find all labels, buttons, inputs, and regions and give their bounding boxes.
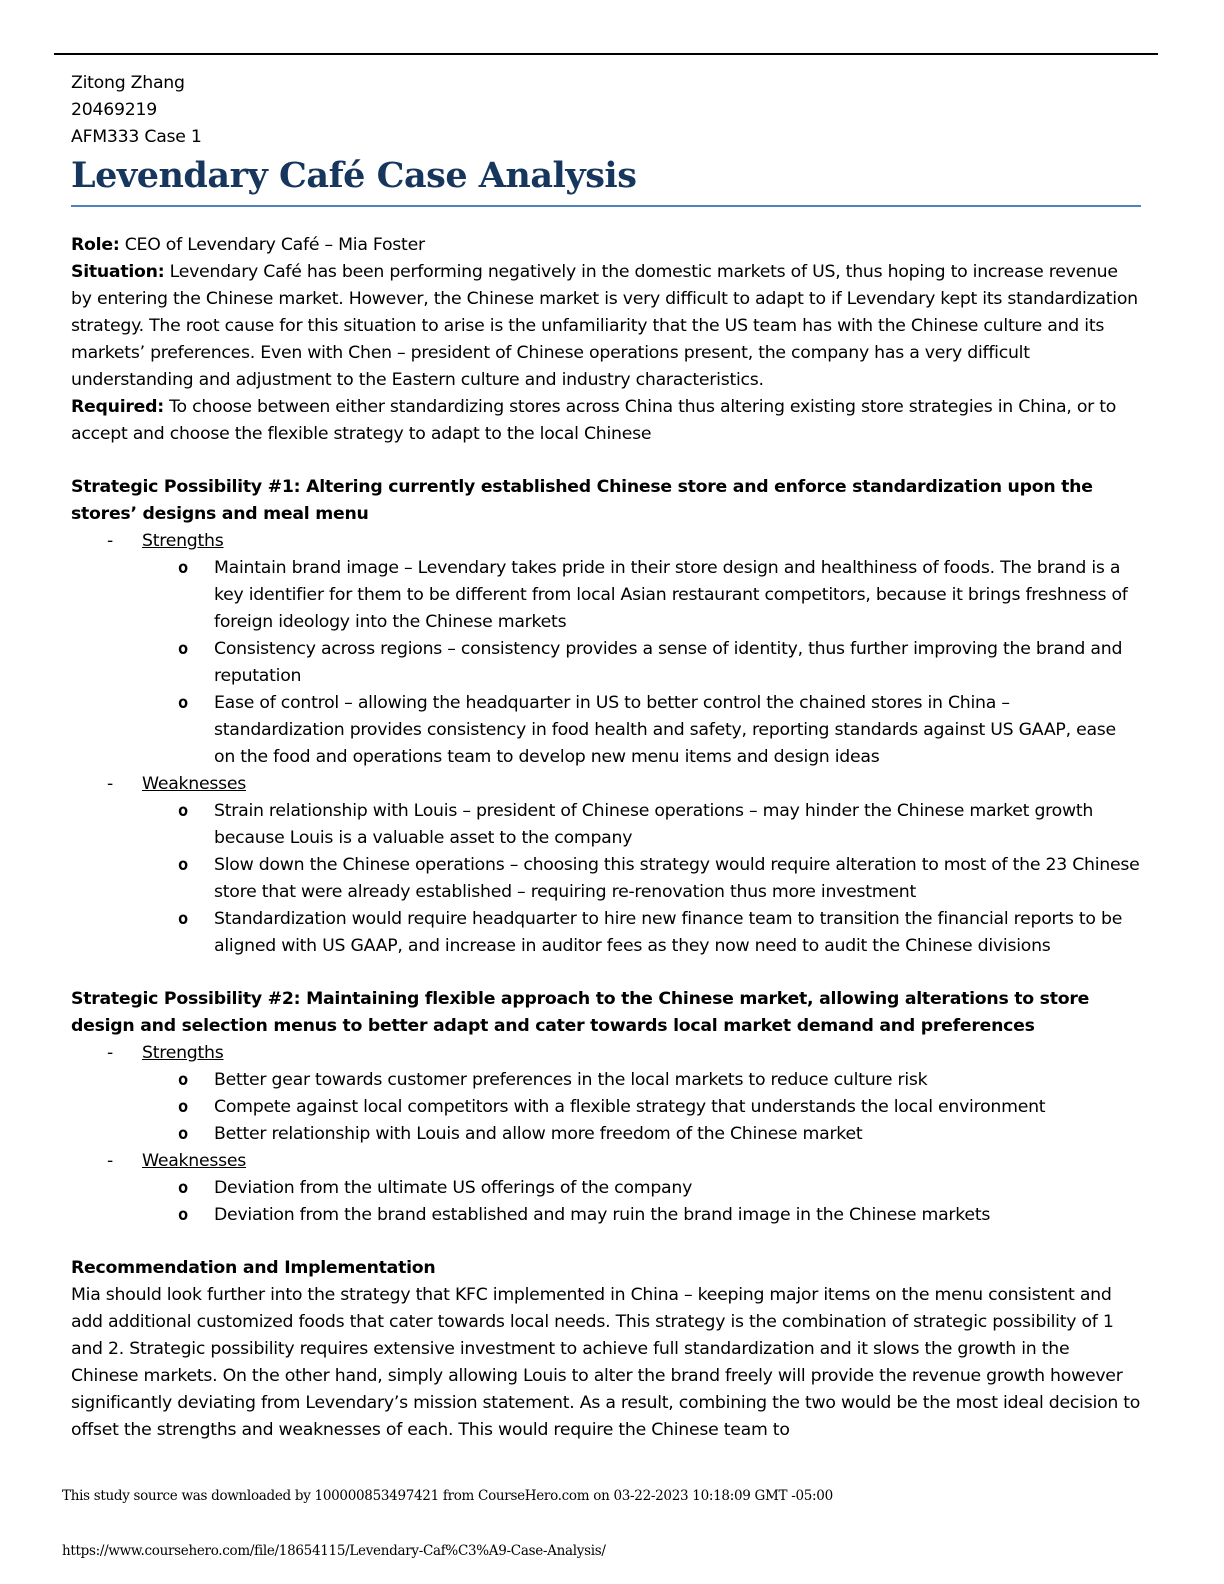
list-item-text: Compete against local competitors with a flexible strategy that understands the local environment — [214, 1097, 1046, 1117]
possibility-2-strengths — [71, 1040, 1141, 1148]
strengths-list — [178, 555, 1141, 771]
bullet-icon: o — [178, 1205, 188, 1225]
role-paragraph — [71, 232, 1141, 259]
bullet-icon: o — [178, 1178, 188, 1198]
source-url[interactable]: https://www.coursehero.com/file/18654115/Levendary-Caf%C3%A9-Case-Analysis/ — [62, 1543, 606, 1559]
bullet-icon: o — [178, 1097, 188, 1117]
possibility-1-strengths — [71, 528, 1141, 771]
student-id: 20469219 — [71, 100, 157, 120]
spacer — [71, 1229, 1141, 1255]
list-item-text: Slow down the Chinese operations – choosing this strategy would require alteration to most of the 23 Chinese store that were already established – requiring re-renovation thus more investment — [214, 855, 1140, 902]
dash-marker: - — [107, 774, 113, 794]
list-item — [178, 1067, 1141, 1094]
situation-paragraph — [71, 259, 1141, 394]
bullet-icon: o — [178, 909, 188, 929]
bullet-icon: o — [178, 558, 188, 578]
required-text: To choose between either standardizing stores across China thus altering existing store strategies in China, or to accept and choose the flexible strategy to adapt to the local Chinese — [71, 397, 1117, 444]
situation-text: Levendary Café has been performing negatively in the domestic markets of US, thus hoping to increase revenue by entering the Chinese market. However, the Chinese market is very difficult to adapt to if Levendary kept its standardization strategy. The root cause for this situation to arise is the unfamiliarity that the US team has with the Chinese culture and its markets’ preferences. Even with Chen – president of Chinese operations present, the company has a very difficult understanding and adjustment to the Eastern culture and industry characteristics. — [71, 262, 1138, 390]
list-item-text: Deviation from the ultimate US offerings of the company — [214, 1178, 693, 1198]
possibility-1-weaknesses — [71, 771, 1141, 960]
situation-label: Situation: — [71, 262, 165, 282]
possibility-1-list — [71, 528, 1141, 960]
list-item — [178, 636, 1141, 690]
list-item — [178, 1175, 1141, 1202]
list-item — [178, 852, 1141, 906]
list-item — [178, 1094, 1141, 1121]
possibility-2-heading: Strategic Possibility #2: Maintaining flexible approach to the Chinese market, allowing alterations to store design and selection menus to better adapt and cater towards local market demand and preferences — [71, 989, 1090, 1036]
spacer — [71, 960, 1141, 986]
title-rule — [71, 205, 1141, 207]
possibility-2-list — [71, 1040, 1141, 1229]
weaknesses-heading: Weaknesses — [142, 774, 247, 794]
list-item-text: Strain relationship with Louis – president of Chinese operations – may hinder the Chinese market growth because Louis is a valuable asset to the company — [214, 801, 1094, 848]
list-item — [178, 798, 1141, 852]
list-item — [178, 1202, 1141, 1229]
top-rule — [54, 53, 1158, 55]
dash-marker: - — [107, 1043, 113, 1063]
weaknesses-list — [178, 798, 1141, 960]
weaknesses-list — [178, 1175, 1141, 1229]
bullet-icon: o — [178, 1124, 188, 1144]
dash-marker: - — [107, 531, 113, 551]
required-label: Required: — [71, 397, 164, 417]
author-name: Zitong Zhang — [71, 73, 185, 93]
list-item — [178, 690, 1141, 771]
strengths-list — [178, 1067, 1141, 1148]
role-text: CEO of Levendary Café – Mia Foster — [119, 235, 425, 255]
required-paragraph — [71, 394, 1141, 448]
document-title: Levendary Café Case Analysis — [71, 155, 637, 196]
list-item-text: Standardization would require headquarter to hire new finance team to transition the financial reports to be aligned with US GAAP, and increase in auditor fees as they now need to audit the Chinese divisions — [214, 909, 1123, 956]
possibility-2-weaknesses — [71, 1148, 1141, 1229]
list-item-text: Consistency across regions – consistency provides a sense of identity, thus further improving the brand and reputation — [214, 639, 1123, 686]
spacer — [71, 448, 1141, 474]
strengths-heading: Strengths — [142, 1043, 224, 1063]
document-body — [71, 70, 1141, 1444]
list-item-text: Better gear towards customer preferences in the local markets to reduce culture risk — [214, 1070, 928, 1090]
bullet-icon: o — [178, 693, 188, 713]
recommendation-text: Mia should look further into the strategy that KFC implemented in China – keeping major items on the menu consistent and add additional customized foods that cater towards local needs. This strategy is the combination of strategic possibility of 1 and 2. Strategic possibility requires extensive investment to achieve full standardization and it slows the growth in the Chinese markets. On the other hand, simply allowing Louis to alter the brand freely will provide the revenue growth however significantly deviating from Levendary’s mission statement. As a result, combining the two would be the most ideal decision to offset the strengths and weaknesses of each. This would require the Chinese team to — [71, 1285, 1141, 1440]
bullet-icon: o — [178, 801, 188, 821]
role-label: Role: — [71, 235, 120, 255]
bullet-icon: o — [178, 1070, 188, 1090]
list-item — [178, 906, 1141, 960]
list-item-text: Maintain brand image – Levendary takes pride in their store design and healthiness of foods. The brand is a key identifier for them to be different from local Asian restaurant competitors, because it brings freshness of foreign ideology into the Chinese markets — [214, 558, 1128, 632]
recommendation-heading: Recommendation and Implementation — [71, 1258, 436, 1278]
download-notice: This study source was downloaded by 100000853497421 from CourseHero.com on 03-22-2023 10:18:09 GMT -05:00 — [62, 1488, 833, 1504]
list-item-text: Ease of control – allowing the headquarter in US to better control the chained stores in China – standardization provides consistency in food health and safety, reporting standards against US GAAP, ease on the food and operations team to develop new menu items and design ideas — [214, 693, 1116, 767]
bullet-icon: o — [178, 855, 188, 875]
list-item — [178, 1121, 1141, 1148]
list-item — [178, 555, 1141, 636]
course-name: AFM333 Case 1 — [71, 127, 202, 147]
bullet-icon: o — [178, 639, 188, 659]
dash-marker: - — [107, 1151, 113, 1171]
strengths-heading: Strengths — [142, 531, 224, 551]
list-item-text: Deviation from the brand established and may ruin the brand image in the Chinese markets — [214, 1205, 991, 1225]
possibility-1-heading: Strategic Possibility #1: Altering currently established Chinese store and enforce standardization upon the stores’ designs and meal menu — [71, 477, 1093, 524]
list-item-text: Better relationship with Louis and allow more freedom of the Chinese market — [214, 1124, 863, 1144]
weaknesses-heading: Weaknesses — [142, 1151, 247, 1171]
